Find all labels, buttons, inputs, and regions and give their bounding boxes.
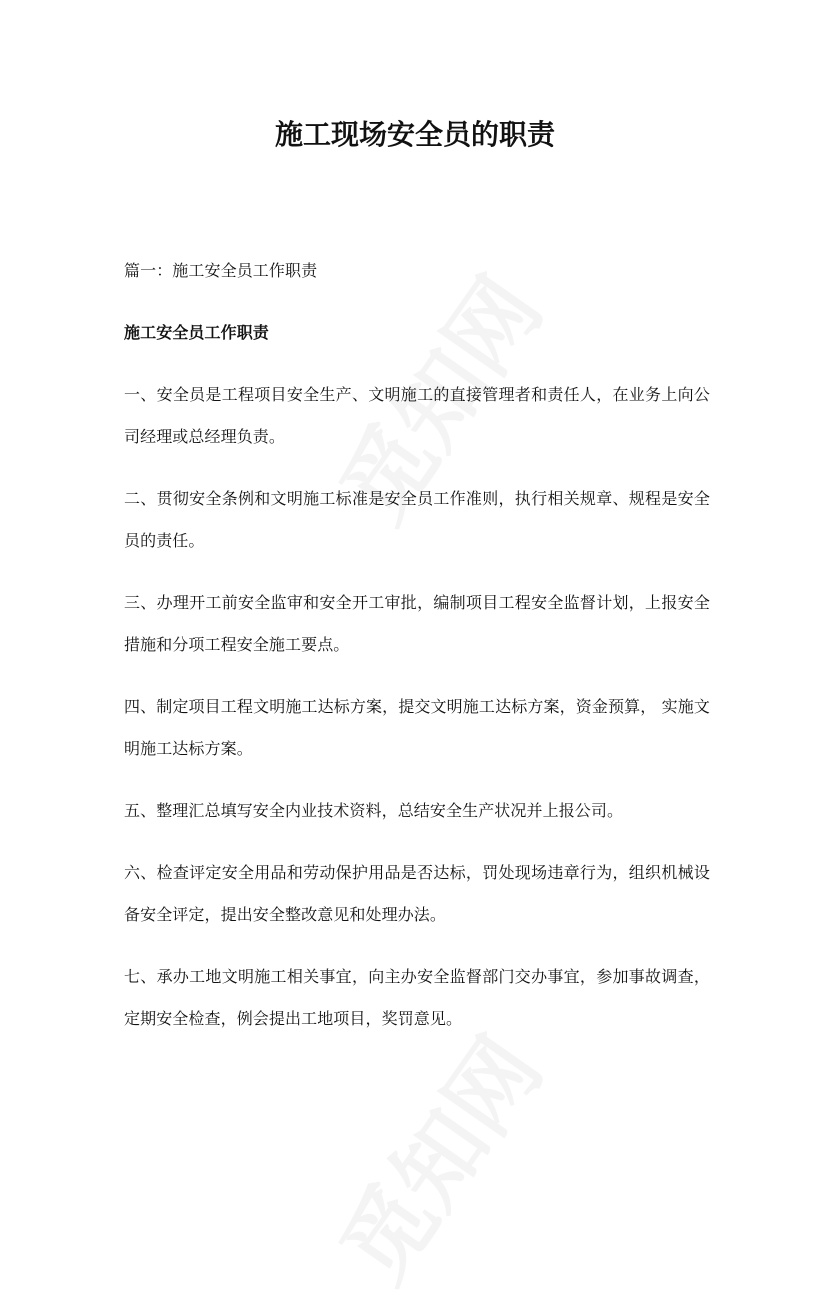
section-label: 篇一：施工安全员工作职责 <box>124 261 318 280</box>
paragraph: 四、制定项目工程文明施工达标方案，提交文明施工达标方案，资金预算， 实施文明施工达标方案。 <box>124 697 710 758</box>
page-title: 施工现场安全员的职责 <box>274 118 555 151</box>
document-body <box>124 250 710 1060</box>
paragraph: 一、安全员是工程项目安全生产、文明施工的直接管理者和责任人，在业务上向公司经理或总经理负责。 <box>124 385 710 446</box>
paragraph: 六、检查评定安全用品和劳动保护用品是否达标，罚处现场违章行为，组织机械设备安全评定，提出安全整改意见和处理办法。 <box>124 863 710 924</box>
paragraph: 三、办理开工前安全监审和安全开工审批，编制项目工程安全监督计划，上报安全措施和分项工程安全施工要点。 <box>124 593 710 654</box>
paragraph: 五、整理汇总填写安全内业技术资料，总结安全生产状况并上报公司。 <box>124 801 624 820</box>
paragraph: 二、贯彻安全条例和文明施工标准是安全员工作准则，执行相关规章、规程是安全员的责任。 <box>124 489 710 550</box>
section-heading: 施工安全员工作职责 <box>124 323 269 342</box>
paragraph: 七、承办工地文明施工相关事宜，向主办安全监督部门交办事宜，参加事故调查，定期安全检查，例会提出工地项目，奖罚意见。 <box>124 967 710 1028</box>
